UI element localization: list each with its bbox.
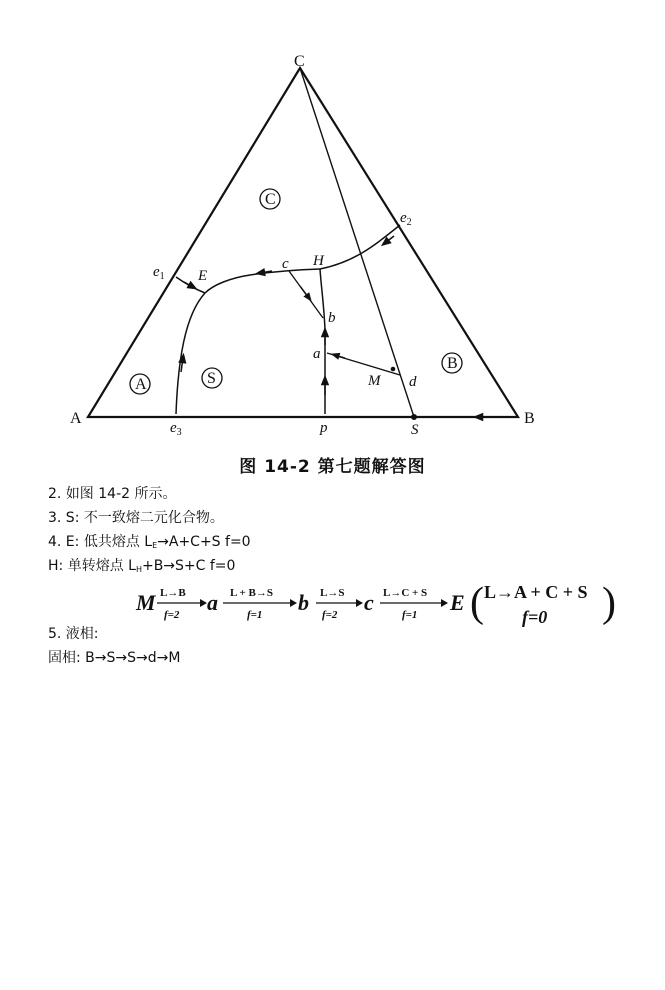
region-b-label: B: [447, 355, 458, 372]
region-a-label: A: [135, 376, 147, 393]
eq-arrow-2-top: L + B→S: [230, 587, 273, 599]
eq-arrowhead-4: [441, 599, 448, 607]
vertex-label-a: A: [70, 410, 82, 427]
arrow-e2-H: [385, 236, 394, 243]
point-S-dot: [411, 414, 417, 420]
crystallization-equation: [130, 578, 630, 634]
arrow-c-b: [300, 286, 309, 298]
eq-bracket-right: ): [602, 580, 616, 626]
label-d: d: [409, 374, 417, 390]
eq-result-top: L→A + C + S: [484, 582, 588, 602]
join-line-cs: [300, 68, 414, 417]
ternary-phase-diagram: [0, 0, 665, 445]
eq-arrow-2-bot: f=1: [247, 609, 263, 621]
eq-arrow-4-top: L→C + S: [383, 587, 428, 599]
text-line-4-a: 4. E: 低共熔点 L: [48, 534, 153, 550]
eq-arrowhead-3: [356, 599, 363, 607]
label-S: S: [411, 422, 419, 438]
eq-arrowhead-1: [200, 599, 207, 607]
text-line-h-b: +B→S+C f=0: [141, 558, 236, 574]
text-line-2: 2. 如图 14-2 所示。: [48, 486, 177, 502]
eq-arrowhead-2: [290, 599, 297, 607]
text-line-5: 5. 液相:: [48, 626, 99, 642]
label-e2: $e_2$: [400, 210, 412, 228]
text-line-h: [48, 556, 235, 580]
eq-result-bot: f=0: [522, 607, 548, 627]
text-line-6: 固相: B→S→S→d→M: [48, 650, 181, 666]
arrow-e1-E: [184, 282, 193, 287]
figure-caption: 图 14-2 第七题解答图: [239, 457, 426, 477]
label-a: a: [313, 346, 321, 362]
eq-e: E: [450, 590, 465, 615]
label-b: b: [328, 310, 336, 326]
eq-arrow-1-top: L→B: [160, 587, 186, 599]
label-p: p: [320, 420, 328, 436]
curve-e3-E: [176, 293, 205, 414]
text-line-h-sub: H: [135, 565, 142, 574]
vertex-label-b: B: [524, 410, 535, 427]
eq-b: b: [298, 590, 309, 615]
eq-c: c: [364, 590, 374, 615]
curve-e2-H: [320, 225, 400, 269]
arrow-e3-E: [181, 358, 183, 372]
text-line-3: 3. S: 不一致熔二元化合物。: [48, 510, 224, 526]
label-e1: $e_1$: [153, 264, 165, 282]
text-line-4-b: →A+C+S f=0: [157, 534, 251, 550]
eq-a: a: [207, 590, 218, 615]
eq-arrow-3-bot: f=2: [322, 609, 338, 621]
vertex-label-c: C: [294, 53, 305, 70]
label-E: E: [198, 268, 208, 284]
label-H: H: [313, 253, 324, 269]
eq-arrow-3-top: L→S: [320, 587, 345, 599]
text-line-h-a: H: 单转熔点 L: [48, 558, 136, 574]
eq-m: M: [136, 590, 156, 615]
text-line-4: [48, 532, 251, 556]
label-e3: $e_3$: [170, 420, 182, 438]
text-line-4-sub: E: [152, 541, 158, 550]
label-c: c: [282, 256, 289, 272]
eq-arrow-4-bot: f=1: [402, 609, 418, 621]
eq-arrow-1-bot: f=2: [164, 609, 180, 621]
region-c-label: C: [265, 191, 276, 208]
region-s-label: S: [207, 370, 216, 387]
eq-bracket-left: (: [470, 580, 484, 626]
point-M-dot: [391, 367, 396, 372]
label-M: M: [368, 373, 381, 389]
